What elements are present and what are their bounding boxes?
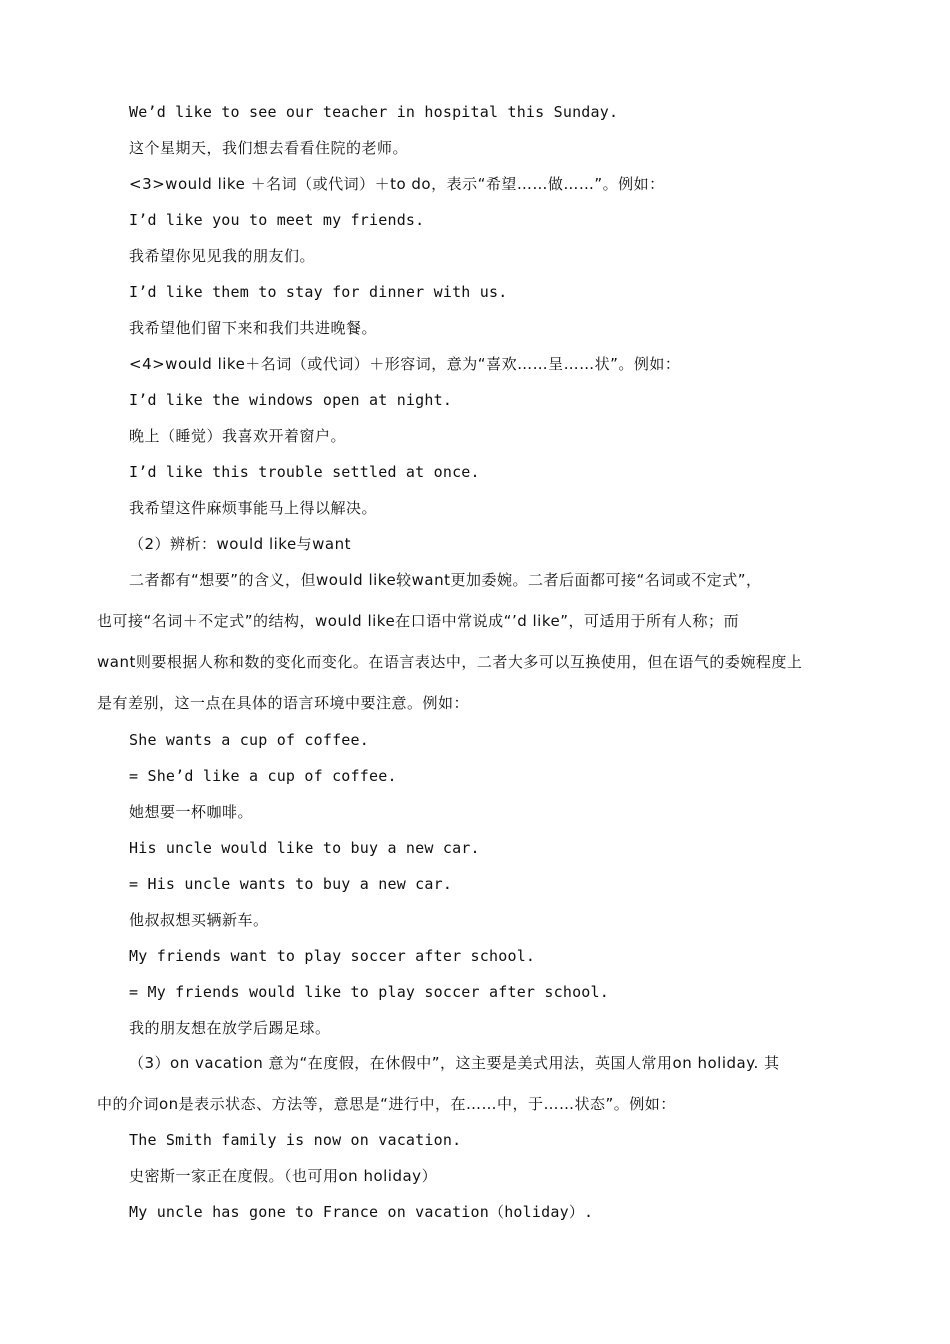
- example-translation-cn: 史密斯一家正在度假。（也可用on holiday）: [129, 1167, 438, 1185]
- paragraph-line: 也可接“名词＋不定式”的结构，would like在口语中常说成“’d like”，可适用于所有人称；而: [97, 612, 739, 630]
- example-sentence-en: His uncle would like to buy a new car.: [129, 839, 480, 857]
- example-sentence-en: = My friends would like to play soccer after school.: [129, 983, 609, 1001]
- example-sentence-en: I’d like you to meet my friends.: [129, 211, 425, 229]
- example-sentence-en: We’d like to see our teacher in hospital this Sunday.: [129, 103, 619, 121]
- example-translation-cn: 我希望这件麻烦事能马上得以解决。: [129, 499, 378, 517]
- example-translation-cn: 晚上（睡觉）我喜欢开着窗户。: [129, 427, 347, 445]
- paragraph-line: 是有差别，这一点在具体的语言环境中要注意。例如：: [97, 694, 470, 712]
- paragraph-line: 二者都有“想要”的含义，但would like较want更加委婉。二者后面都可接“名词或不定式”，: [129, 571, 762, 589]
- usage-rule-3: <3>would like ＋名词（或代词）＋to do，表示“希望……做……”。例如：: [129, 175, 665, 193]
- example-sentence-en: = His uncle wants to buy a new car.: [129, 875, 453, 893]
- example-sentence-en: I’d like them to stay for dinner with us.: [129, 283, 508, 301]
- example-sentence-en: My uncle has gone to France on vacation（holiday）.: [129, 1203, 594, 1221]
- example-translation-cn: 他叔叔想买辆新车。: [129, 911, 269, 929]
- section-heading-2: （2）辨析：would like与want: [129, 535, 352, 553]
- example-translation-cn: 她想要一杯咖啡。: [129, 803, 254, 821]
- paragraph-line: want则要根据人称和数的变化而变化。在语言表达中，二者大多可以互换使用，但在语气的委婉程度上: [97, 653, 803, 671]
- example-translation-cn: 我的朋友想在放学后踢足球。: [129, 1019, 331, 1037]
- example-sentence-en: = She’d like a cup of coffee.: [129, 767, 397, 785]
- example-sentence-en: The Smith family is now on vacation.: [129, 1131, 462, 1149]
- example-translation-cn: 这个星期天，我们想去看看住院的老师。: [129, 139, 409, 157]
- section-heading-3: （3）on vacation 意为“在度假，在休假中”，这主要是美式用法，英国人常用on holiday. 其: [129, 1054, 780, 1072]
- example-sentence-en: I’d like the windows open at night.: [129, 391, 453, 409]
- example-sentence-en: I’d like this trouble settled at once.: [129, 463, 480, 481]
- paragraph-line: 中的介词on是表示状态、方法等，意思是“进行中，在……中，于……状态”。例如：: [97, 1095, 676, 1113]
- example-sentence-en: My friends want to play soccer after school.: [129, 947, 536, 965]
- example-translation-cn: 我希望他们留下来和我们共进晚餐。: [129, 319, 378, 337]
- example-translation-cn: 我希望你见见我的朋友们。: [129, 247, 316, 265]
- example-sentence-en: She wants a cup of coffee.: [129, 731, 369, 749]
- usage-rule-4: <4>would like＋名词（或代词）＋形容词，意为“喜欢……呈……状”。例如：: [129, 355, 681, 373]
